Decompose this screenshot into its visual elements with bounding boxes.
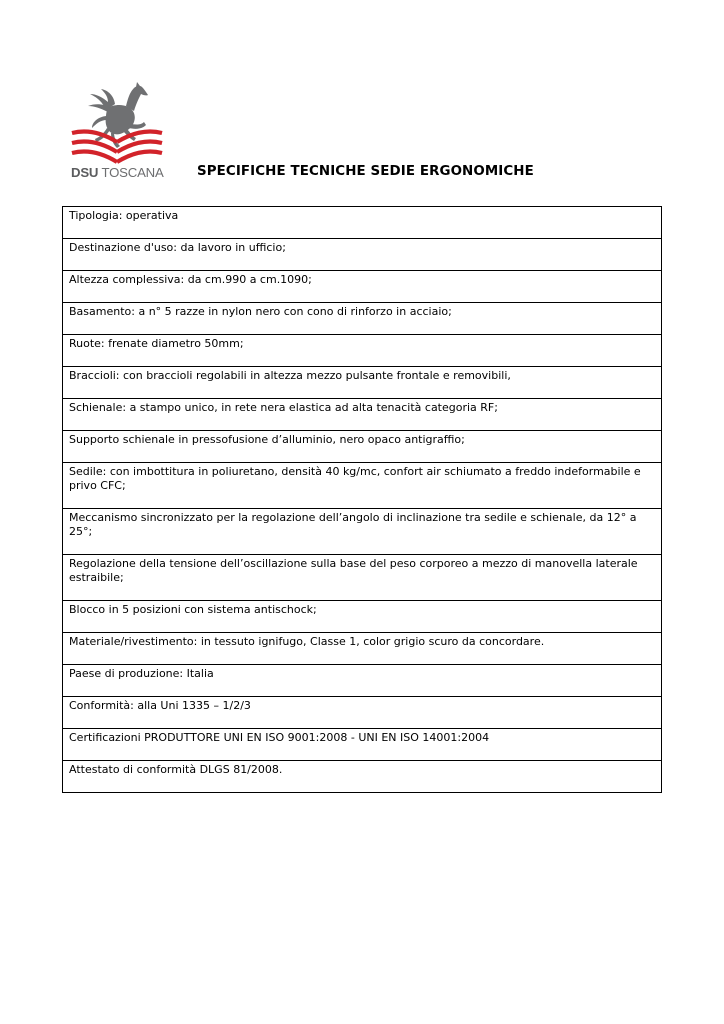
spec-cell	[63, 335, 662, 367]
spec-cell	[63, 463, 662, 509]
spec-text: Destinazione d'uso: da lavoro in ufficio;	[69, 241, 286, 254]
spec-text: Conformità: alla Uni 1335 – 1/2/3	[69, 699, 251, 712]
spec-text: Basamento: a n° 5 razze in nylon nero con cono di rinforzo in acciaio;	[69, 305, 452, 318]
table-row	[63, 239, 662, 271]
spec-cell	[63, 729, 662, 761]
table-row	[63, 367, 662, 399]
spec-cell	[63, 399, 662, 431]
pegasus-icon	[88, 82, 148, 148]
logo-toscana-text: TOSCANA	[101, 165, 164, 180]
spec-cell	[63, 633, 662, 665]
table-row	[63, 729, 662, 761]
table-row	[63, 271, 662, 303]
table-row	[63, 431, 662, 463]
spec-text: Meccanismo sincronizzato per la regolazione dell’angolo di inclinazione tra sedile e schienale, da 12° a 25°;	[69, 511, 637, 538]
spec-cell	[63, 697, 662, 729]
spec-text: Certificazioni PRODUTTORE UNI EN ISO 9001:2008 - UNI EN ISO 14001:2004	[69, 731, 490, 744]
logo-dsu-text: DSU	[71, 165, 99, 180]
table-row	[63, 555, 662, 601]
table-row	[63, 303, 662, 335]
table-row	[63, 697, 662, 729]
table-row	[63, 399, 662, 431]
spec-cell	[63, 665, 662, 697]
document-title: SPECIFICHE TECNICHE SEDIE ERGONOMICHE	[197, 164, 534, 179]
table-row	[63, 761, 662, 793]
spec-text: Paese di produzione: Italia	[69, 667, 214, 680]
spec-text: Supporto schienale in pressofusione d’alluminio, nero opaco antigraffio;	[69, 433, 465, 446]
table-row	[63, 463, 662, 509]
spec-text: Ruote: frenate diametro 50mm;	[69, 337, 244, 350]
spec-cell	[63, 509, 662, 555]
spec-text: Schienale: a stampo unico, in rete nera elastica ad alta tenacità categoria RF;	[69, 401, 498, 414]
spec-text: Regolazione della tensione dell’oscillazione sulla base del peso corporeo a mezzo di manovella laterale estraibile;	[69, 557, 638, 584]
spec-cell	[63, 207, 662, 239]
logo-wordmark	[71, 165, 171, 180]
spec-text: Tipologia: operativa	[69, 209, 179, 222]
spec-text: Blocco in 5 posizioni con sistema antischock;	[69, 603, 317, 616]
spec-text: Sedile: con imbottitura in poliuretano, densità 40 kg/mc, confort air schiumato a freddo indeformabile e privo CFC;	[69, 465, 641, 492]
table-row	[63, 665, 662, 697]
table-row	[63, 601, 662, 633]
table-row	[63, 633, 662, 665]
spec-text: Attestato di conformità DLGS 81/2008.	[69, 763, 283, 776]
table-row	[63, 509, 662, 555]
spec-cell	[63, 367, 662, 399]
spec-cell	[63, 271, 662, 303]
pegasus-book-icon	[68, 82, 166, 166]
dsu-toscana-logo	[68, 82, 166, 186]
spec-cell	[63, 239, 662, 271]
spec-text: Altezza complessiva: da cm.990 a cm.1090;	[69, 273, 312, 286]
spec-text: Materiale/rivestimento: in tessuto ignifugo, Classe 1, color grigio scuro da concordare.	[69, 635, 545, 648]
spec-cell	[63, 761, 662, 793]
spec-table	[62, 206, 662, 793]
spec-cell	[63, 431, 662, 463]
table-row	[63, 335, 662, 367]
spec-cell	[63, 601, 662, 633]
spec-cell	[63, 555, 662, 601]
spec-cell	[63, 303, 662, 335]
spec-text: Braccioli: con braccioli regolabili in altezza mezzo pulsante frontale e removibili,	[69, 369, 511, 382]
table-row	[63, 207, 662, 239]
